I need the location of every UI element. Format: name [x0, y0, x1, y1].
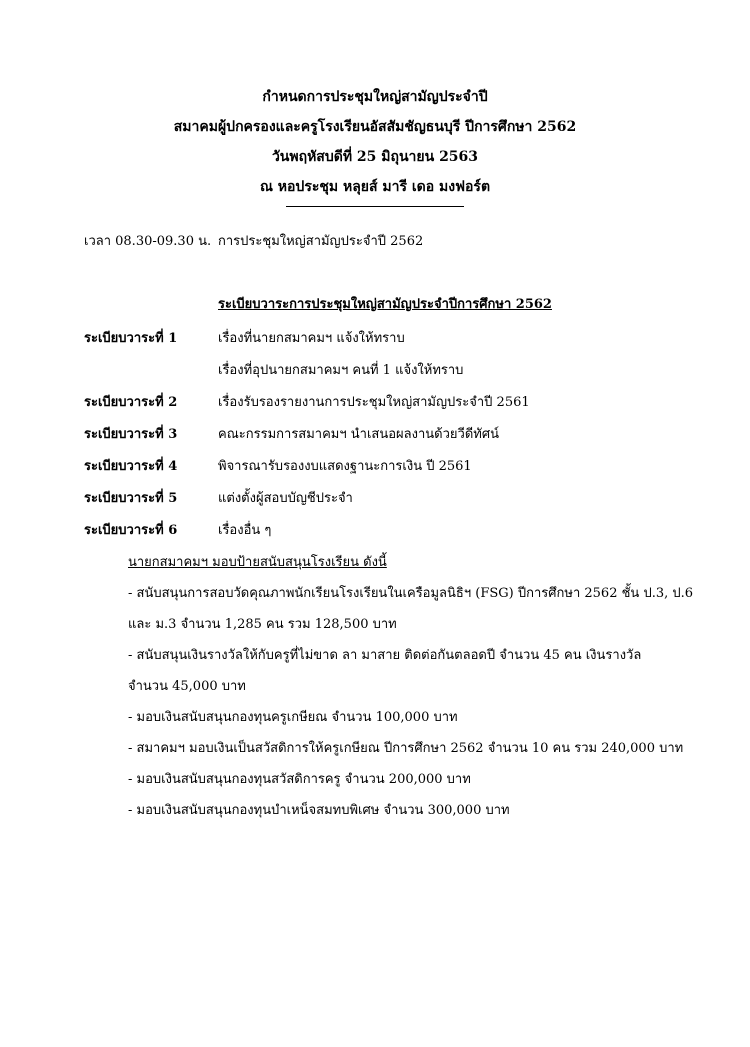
support-line: และ ม.3 จำนวน 1,285 คน รวม 128,500 บาท	[128, 617, 397, 632]
support-line: - มอบเงินสนับสนุนกองทุนสวัสดิการครู จำนวน 200,000 บาท	[128, 772, 471, 787]
support-line: - สมาคมฯ มอบเงินเป็นสวัสดิการให้ครูเกษียณ ปีการศึกษา 2562 จำนวน 10 คน รวม 240,000 บาท	[128, 741, 684, 756]
agenda-item-number: ระเบียบวาระที่ 1	[84, 331, 178, 346]
agenda-list	[84, 323, 704, 547]
agenda-item-number: ระเบียบวาระที่ 6	[84, 523, 178, 538]
agenda-row	[84, 483, 704, 515]
agenda-item-number: ระเบียบวาระที่ 3	[84, 427, 178, 442]
support-line: - มอบเงินสนับสนุนกองทุนครูเกษียณ จำนวน 100,000 บาท	[128, 710, 458, 725]
header-organization: สมาคมผู้ปกครองและครูโรงเรียนอัสสัมชัญธนบุรี ปีการศึกษา 2562	[173, 119, 577, 135]
agenda-row	[84, 323, 704, 355]
agenda-row	[84, 515, 704, 547]
agenda-row	[84, 419, 704, 451]
support-line: - มอบเงินสนับสนุนกองทุนบำเหน็จสมทบพิเศษ จำนวน 300,000 บาท	[128, 803, 510, 818]
agenda-row	[84, 387, 704, 419]
header-venue: ณ หอประชุม หลุยส์ มารี เดอ มงฟอร์ต	[259, 179, 491, 195]
agenda-item-number: ระเบียบวาระที่ 5	[84, 491, 178, 506]
schedule-time: เวลา 08.30-09.30 น.	[84, 234, 212, 249]
agenda-item-number: ระเบียบวาระที่ 4	[84, 459, 178, 474]
agenda-item-text: เรื่องที่อุปนายกสมาคมฯ คนที่ 1 แจ้งให้ทราบ	[218, 363, 464, 378]
support-line: จำนวน 45,000 บาท	[128, 679, 246, 694]
header-date: วันพฤหัสบดีที่ 25 มิถุนายน 2563	[271, 149, 479, 165]
agenda-row	[84, 451, 704, 483]
agenda-title: ระเบียบวาระการประชุมใหญ่สามัญประจำปีการศึกษา 2562	[218, 297, 552, 312]
agenda-item-text: คณะกรรมการสมาคมฯ นำเสนอผลงานด้วยวีดีทัศน์	[218, 427, 499, 442]
document-header	[0, 82, 750, 202]
agenda-row	[84, 355, 704, 387]
agenda-item-text: พิจารณารับรองงบแสดงฐานะการเงิน ปี 2561	[218, 459, 472, 474]
agenda-item-text: เรื่องอื่น ๆ	[218, 523, 272, 538]
schedule-event: การประชุมใหญ่สามัญประจำปี 2562	[218, 234, 424, 249]
agenda-item-text: เรื่องที่นายกสมาคมฯ แจ้งให้ทราบ	[218, 331, 405, 346]
agenda-item-number: ระเบียบวาระที่ 2	[84, 395, 178, 410]
header-title: กำหนดการประชุมใหญ่สามัญประจำปี	[262, 89, 488, 105]
support-section	[128, 548, 708, 826]
support-line: - สนับสนุนเงินรางวัลให้กับครูที่ไม่ขาด ลา มาสาย ติดต่อกันตลอดปี จำนวน 45 คน เงินรางวัล	[128, 648, 642, 663]
support-title: นายกสมาคมฯ มอบป้ายสนับสนุนโรงเรียน ดังนี้	[128, 555, 387, 570]
support-line: - สนับสนุนการสอบวัดคุณภาพนักเรียนโรงเรียนในเครือมูลนิธิฯ (FSG) ปีการศึกษา 2562 ชั้น ป.3, ป.6	[128, 586, 694, 601]
header-divider	[286, 206, 464, 207]
agenda-item-text: แต่งตั้งผู้สอบบัญชีประจำ	[218, 491, 353, 506]
agenda-item-text: เรื่องรับรองรายงานการประชุมใหญ่สามัญประจำปี 2561	[218, 395, 530, 410]
